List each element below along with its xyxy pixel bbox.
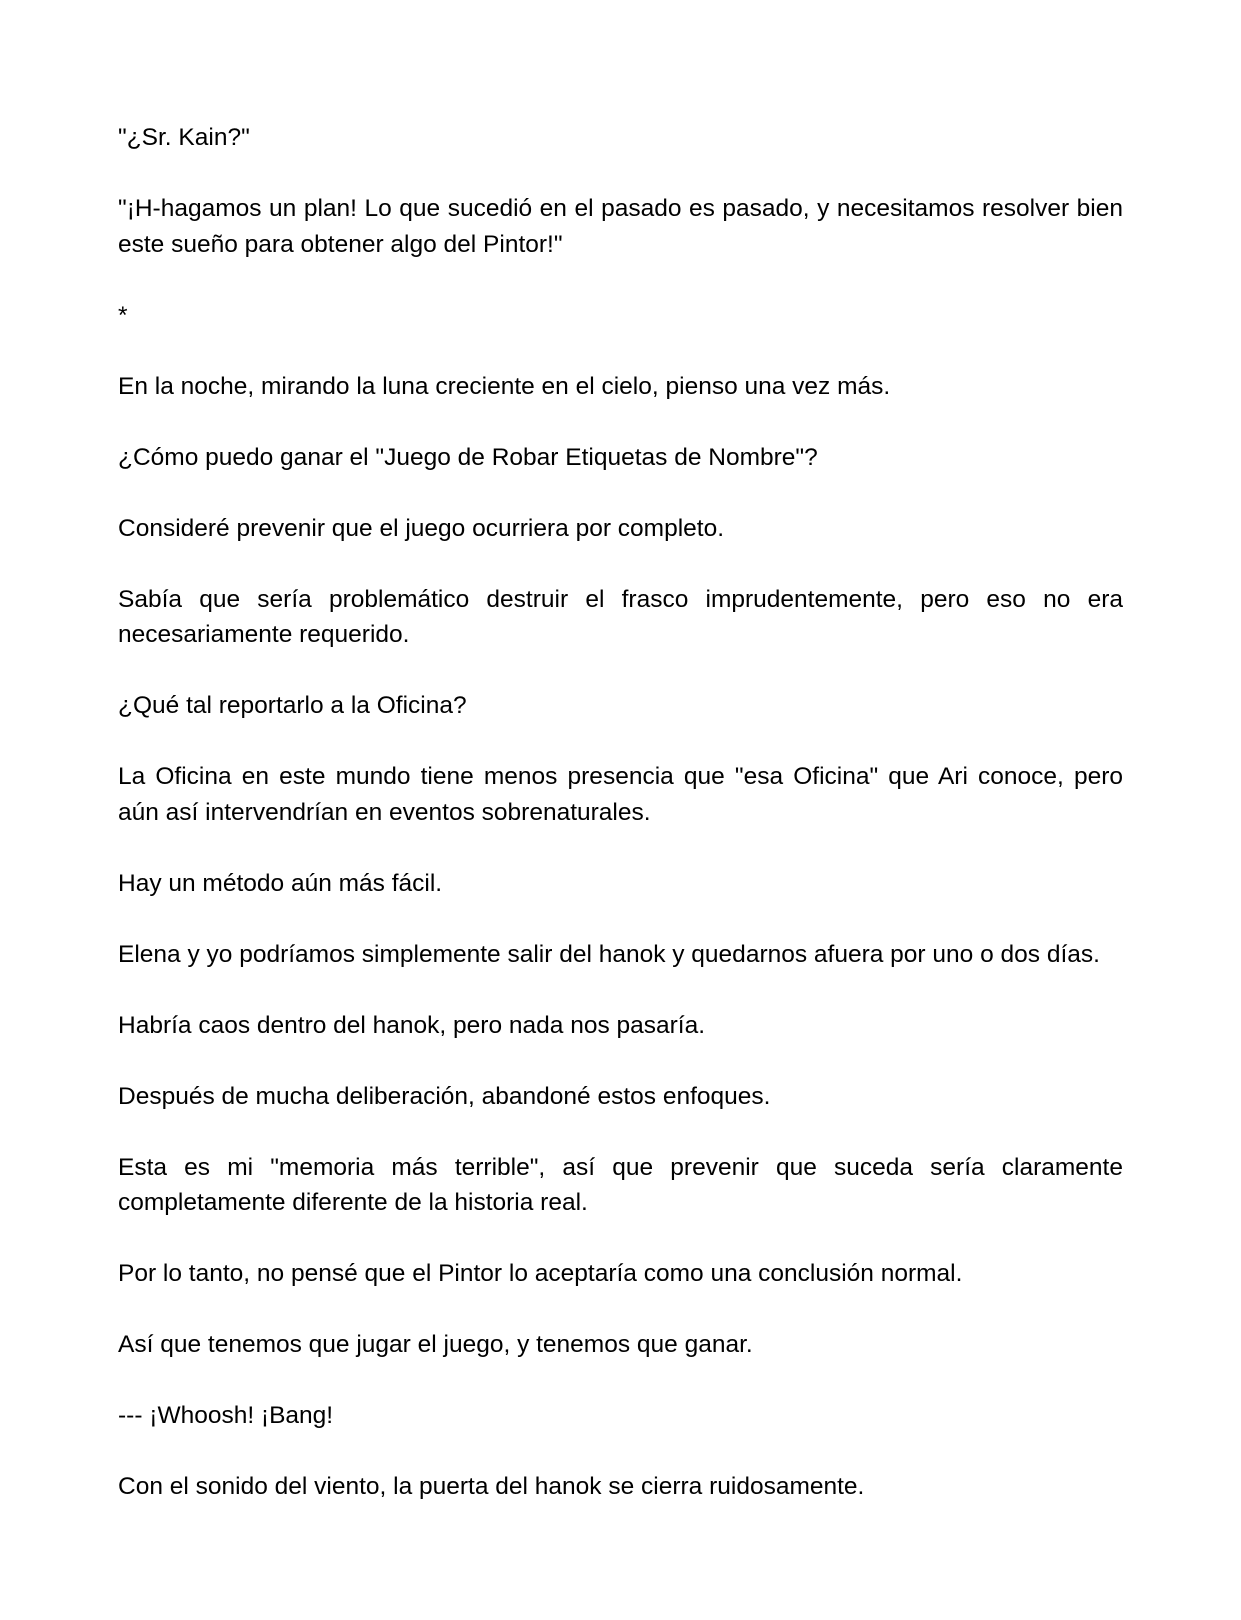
paragraph-11: Habría caos dentro del hanok, pero nada nos pasaría. <box>118 1011 706 1039</box>
paragraph-8: La Oficina en este mundo tiene menos presencia que "esa Oficina" que Ari conoce, pero aún así intervendrían en eventos sobrenaturales. <box>118 763 1123 826</box>
paragraph-3: En la noche, mirando la luna creciente en el cielo, pienso una vez más. <box>118 372 891 400</box>
paragraph-14: Por lo tanto, no pensé que el Pintor lo aceptaría como una conclusión normal. <box>118 1260 963 1287</box>
paragraph-5: Consideré prevenir que el juego ocurriera por completo. <box>118 514 725 542</box>
paragraph-4: ¿Cómo puedo ganar el "Juego de Robar Etiquetas de Nombre"? <box>118 443 818 471</box>
paragraph-1: "¿Sr. Kain?" <box>118 124 250 151</box>
paragraph-16: --- ¡Whoosh! ¡Bang! <box>118 1402 334 1429</box>
paragraph-7: ¿Qué tal reportarlo a la Oficina? <box>118 692 467 719</box>
paragraph-13: Esta es mi "memoria más terrible", así que prevenir que suceda sería claramente completamente diferente de la historia real. <box>118 1153 1123 1216</box>
scene-break: * <box>118 301 128 329</box>
paragraph-10: Elena y yo podríamos simplemente salir del hanok y quedarnos afuera por uno o dos días. <box>118 940 1100 968</box>
paragraph-15: Así que tenemos que jugar el juego, y tenemos que ganar. <box>118 1331 753 1358</box>
paragraph-2: "¡H-hagamos un plan! Lo que sucedió en el pasado es pasado, y necesitamos resolver bien este sueño para obtener algo del Pintor!" <box>118 195 1123 258</box>
paragraph-6: Sabía que sería problemático destruir el frasco imprudentemente, pero eso no era necesariamente requerido. <box>118 585 1123 648</box>
paragraph-17: Con el sonido del viento, la puerta del hanok se cierra ruidosamente. <box>118 1473 865 1500</box>
document-body <box>118 120 1123 1505</box>
paragraph-9: Hay un método aún más fácil. <box>118 869 443 897</box>
paragraph-12: Después de mucha deliberación, abandoné estos enfoques. <box>118 1082 771 1110</box>
